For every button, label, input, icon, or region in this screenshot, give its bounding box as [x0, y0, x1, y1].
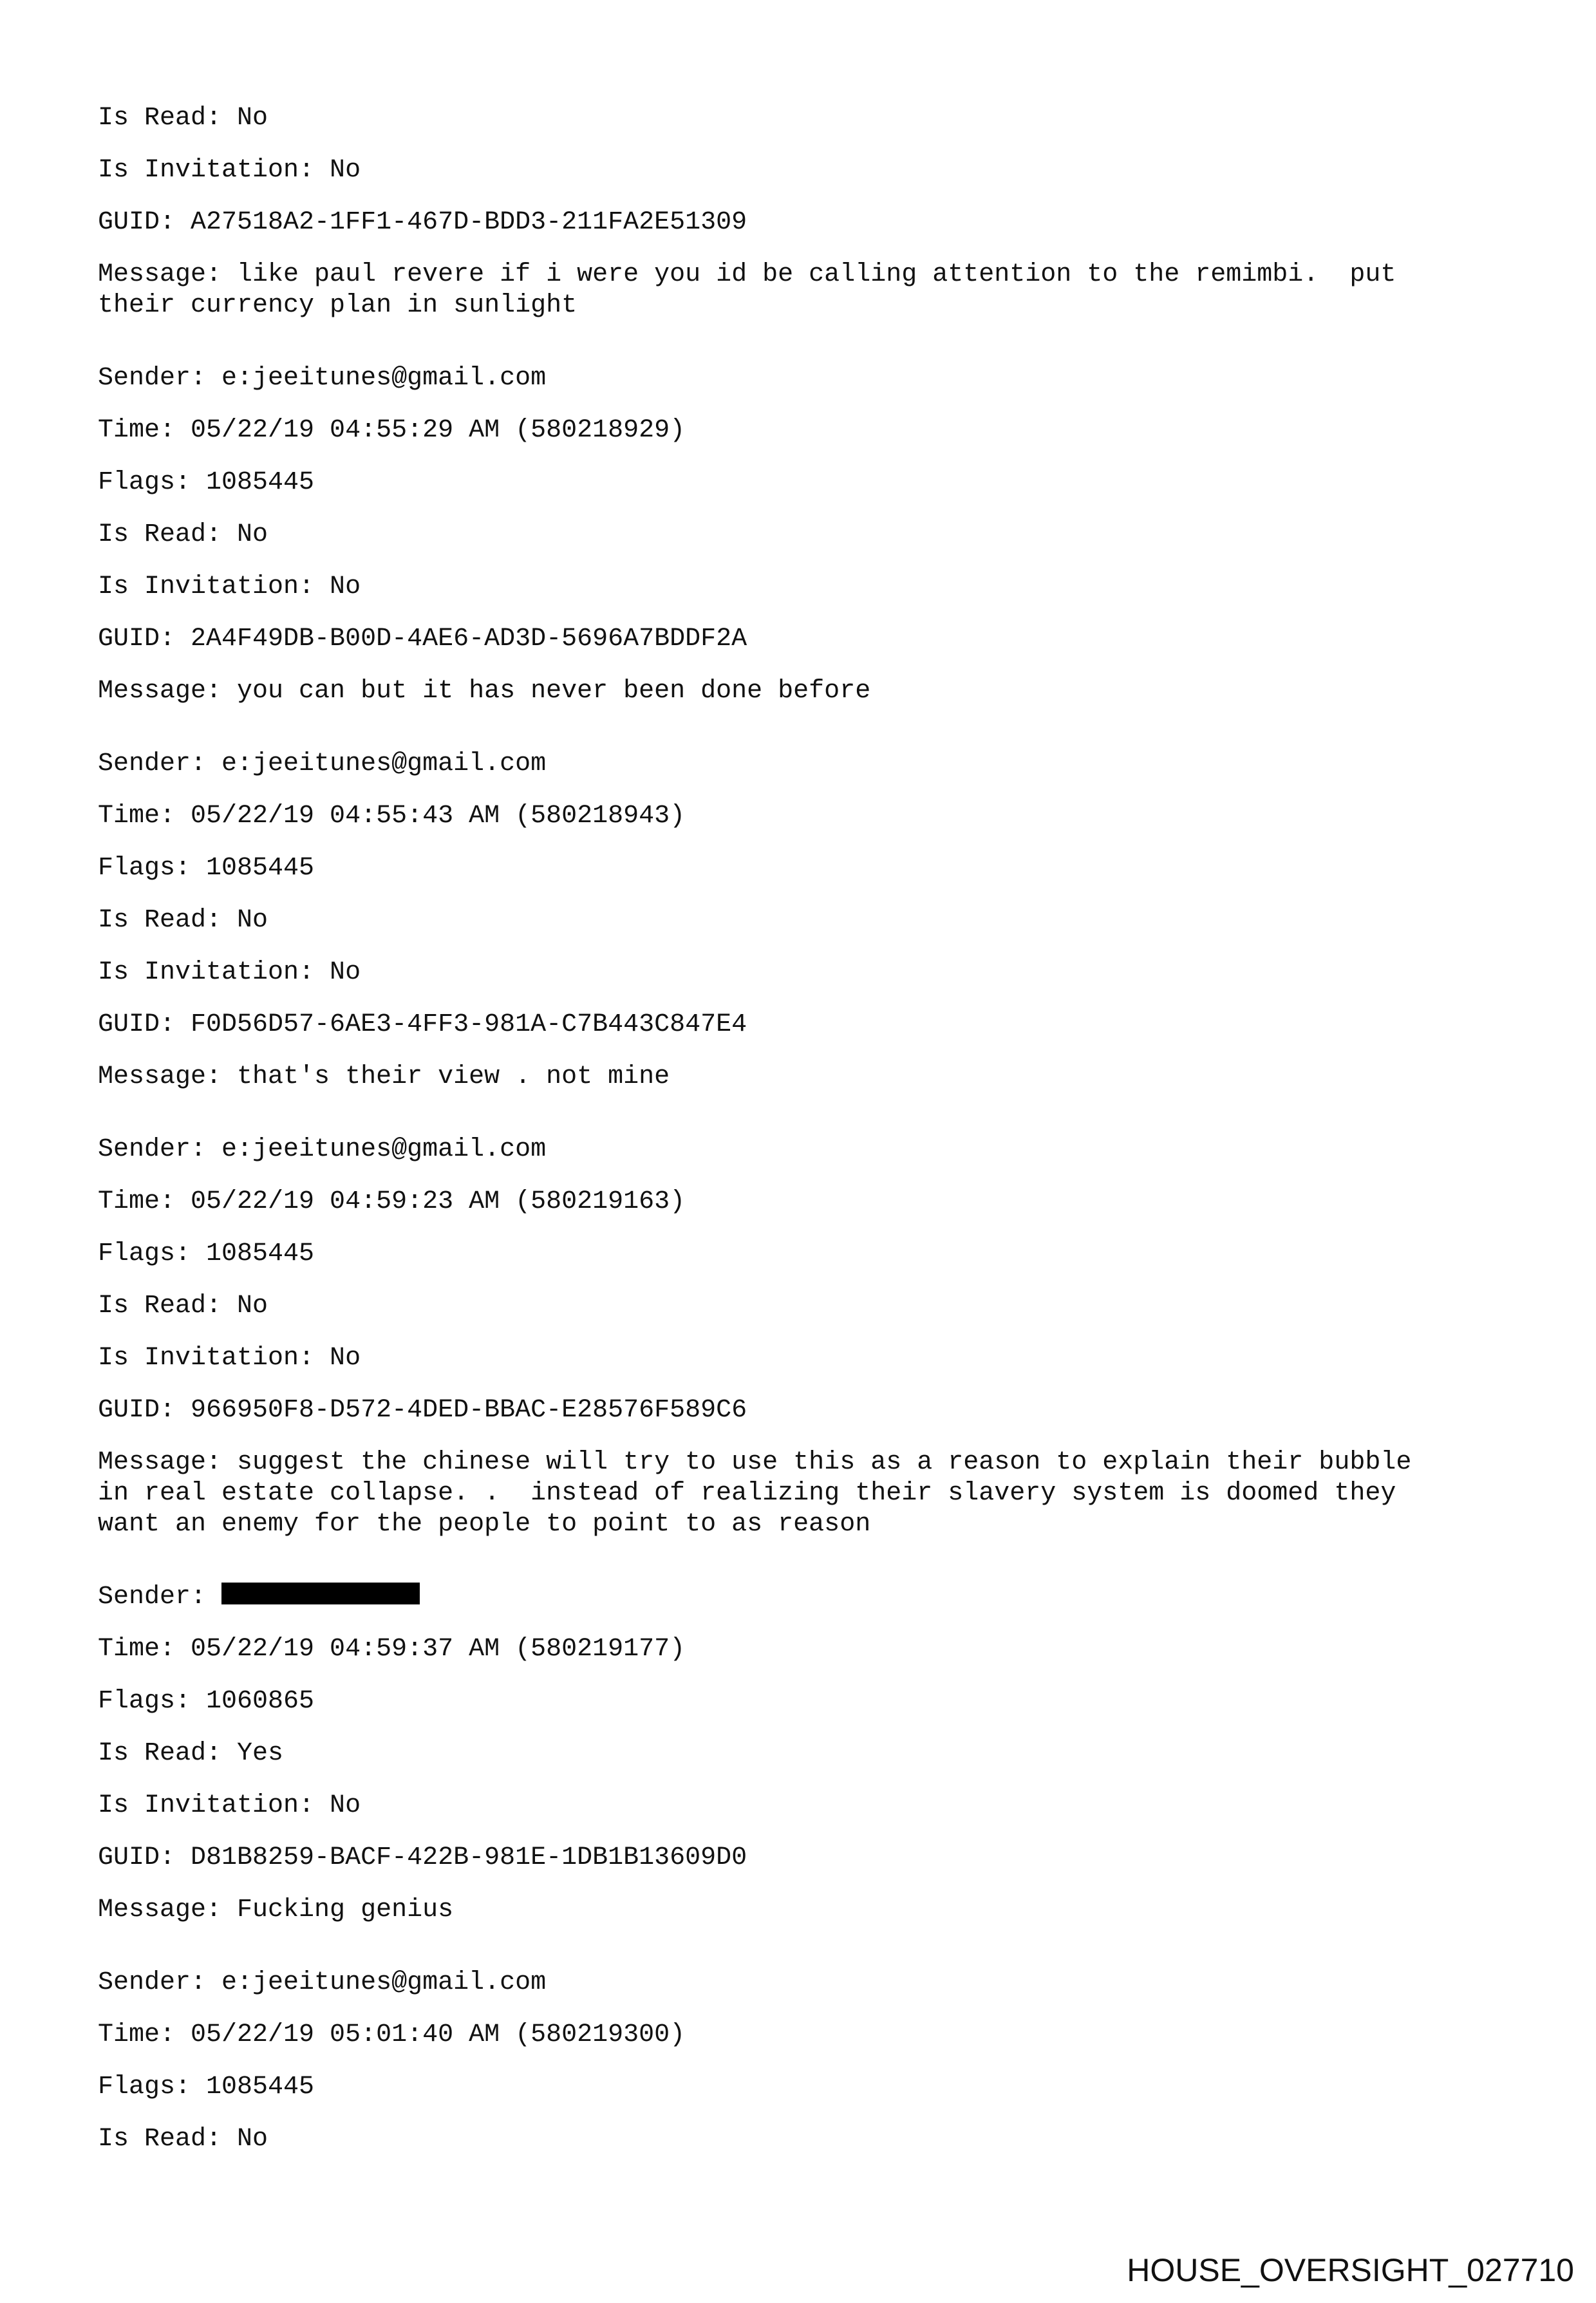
flags-line: Flags: 1060865	[98, 1687, 315, 1716]
flags-line: Flags: 1085445	[98, 1239, 315, 1268]
is-invitation-line: Is Invitation: No	[98, 156, 361, 185]
message-record	[98, 749, 1514, 1093]
is-invitation-line: Is Invitation: No	[98, 1791, 361, 1820]
time-line: Time: 05/22/19 04:59:37 AM (580219177)	[98, 1635, 686, 1664]
message-line: Message: that's their view . not mine	[98, 1062, 670, 1091]
is-read-line: Is Read: No	[98, 1292, 268, 1321]
sender-line: Sender: e:jeeitunes@gmail.com	[98, 1135, 547, 1164]
message-line: Message: like paul revere if i were you id be calling attention to the remimbi. put their currency plan in sunlight	[98, 260, 1396, 320]
message-record	[98, 103, 1514, 321]
record-separator	[98, 343, 1514, 363]
sender-line	[98, 1582, 1514, 1613]
is-invitation-line: Is Invitation: No	[98, 572, 361, 601]
is-read-line: Is Read: No	[98, 906, 268, 935]
sender-line: Sender: e:jeeitunes@gmail.com	[98, 749, 547, 778]
sender-label: Sender:	[98, 1583, 207, 1612]
time-line: Time: 05/22/19 04:55:29 AM (580218929)	[98, 416, 686, 445]
message-record	[98, 1134, 1514, 1540]
bates-number: HOUSE_OVERSIGHT_027710	[1127, 2252, 1574, 2288]
is-read-line: Is Read: No	[98, 104, 268, 133]
message-record	[98, 1968, 1514, 2155]
guid-line: GUID: A27518A2-1FF1-467D-BDD3-211FA2E51309	[98, 208, 747, 237]
guid-line: GUID: F0D56D57-6AE3-4FF3-981A-C7B443C847E4	[98, 1010, 747, 1039]
record-separator	[98, 1114, 1514, 1134]
is-read-line: Is Read: Yes	[98, 1739, 284, 1768]
is-read-line: Is Read: No	[98, 520, 268, 549]
message-line: Message: suggest the chinese will try to use this as a reason to explain their bubble in real estate collapse. . instead of realizing their slavery system is doomed they want an enemy for the people to point to as reason	[98, 1448, 1412, 1539]
is-invitation-line: Is Invitation: No	[98, 1344, 361, 1373]
message-log	[98, 103, 1514, 2176]
message-line: Message: Fucking genius	[98, 1895, 454, 1924]
guid-line: GUID: D81B8259-BACF-422B-981E-1DB1B13609D0	[98, 1843, 747, 1872]
message-record	[98, 1582, 1514, 1926]
flags-line: Flags: 1085445	[98, 468, 315, 497]
record-separator	[98, 1561, 1514, 1582]
flags-line: Flags: 1085445	[98, 854, 315, 883]
guid-line: GUID: 966950F8-D572-4DED-BBAC-E28576F589C6	[98, 1396, 747, 1425]
flags-line: Flags: 1085445	[98, 2073, 315, 2101]
record-separator	[98, 1947, 1514, 1968]
is-read-line: Is Read: No	[98, 2125, 268, 2154]
time-line: Time: 05/22/19 04:55:43 AM (580218943)	[98, 802, 686, 831]
sender-line: Sender: e:jeeitunes@gmail.com	[98, 1968, 547, 1997]
message-line: Message: you can but it has never been done before	[98, 677, 871, 706]
record-separator	[98, 728, 1514, 749]
sender-line: Sender: e:jeeitunes@gmail.com	[98, 364, 547, 393]
redaction-box	[221, 1583, 420, 1604]
is-invitation-line: Is Invitation: No	[98, 958, 361, 987]
time-line: Time: 05/22/19 04:59:23 AM (580219163)	[98, 1187, 686, 1216]
guid-line: GUID: 2A4F49DB-B00D-4AE6-AD3D-5696A7BDDF2A	[98, 625, 747, 653]
message-record	[98, 363, 1514, 707]
time-line: Time: 05/22/19 05:01:40 AM (580219300)	[98, 2020, 686, 2049]
